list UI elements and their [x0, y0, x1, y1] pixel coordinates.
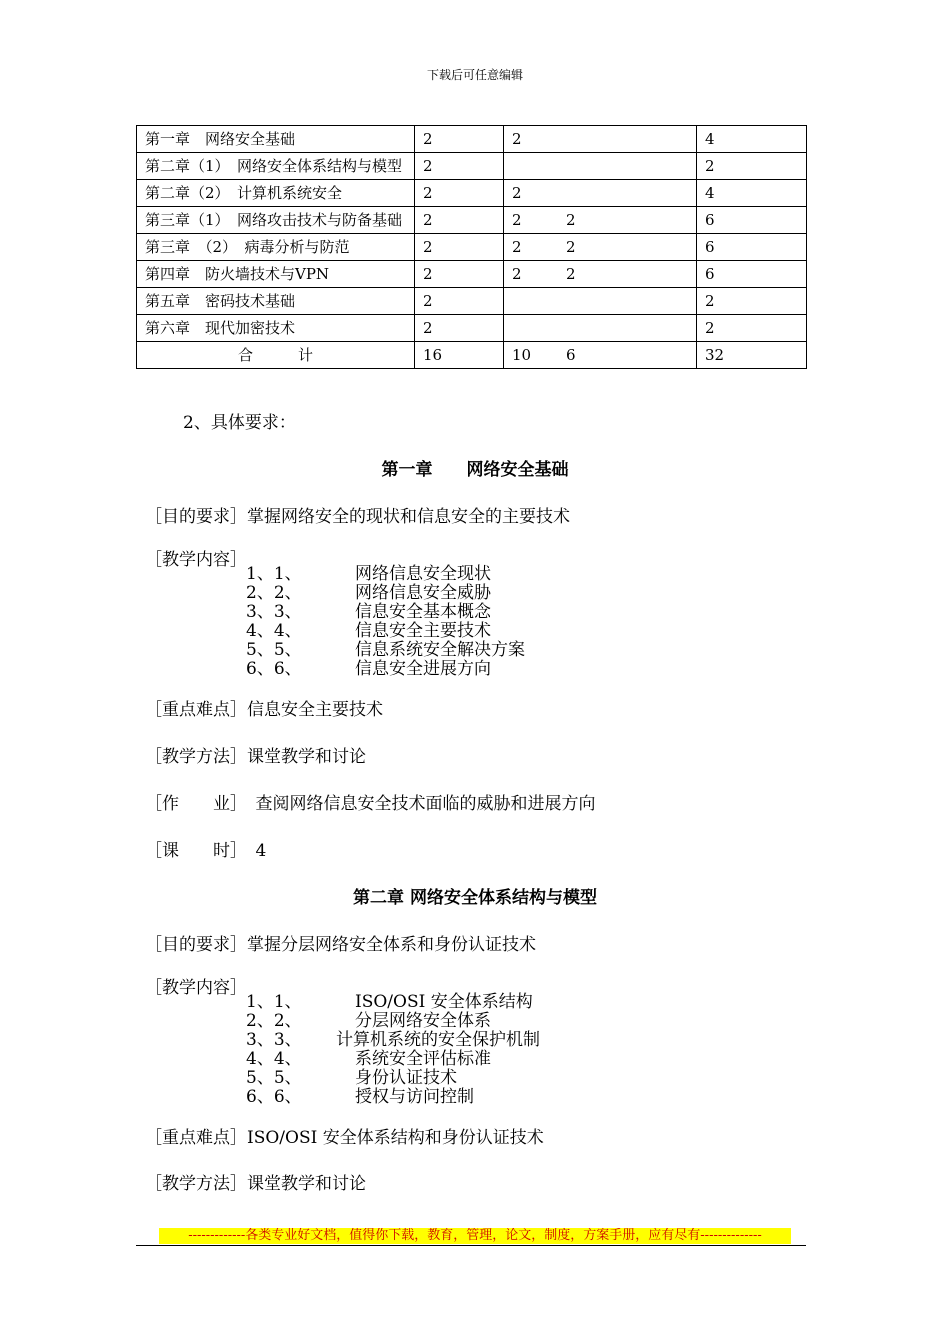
- ch1-goal: ［目的要求］掌握网络安全的现状和信息安全的主要技术: [145, 507, 570, 527]
- list-item: [246, 584, 646, 603]
- table-cell-bc: [504, 342, 697, 369]
- table-cell-a: 2: [415, 126, 504, 153]
- table-row: [137, 126, 807, 153]
- table-cell-bc: [504, 234, 697, 261]
- table-cell-d: 2: [697, 315, 807, 342]
- list-item: [246, 660, 646, 679]
- list-item-text: 计算机系统的安全保护机制: [336, 1030, 540, 1050]
- table-cell-chapter: 第四章 防火墙技术与VPN: [137, 261, 415, 288]
- list-item-text: 信息安全主要技术: [355, 621, 491, 641]
- list-item-text: 信息系统安全解决方案: [355, 640, 525, 660]
- table-cell-chapter: 第五章 密码技术基础: [137, 288, 415, 315]
- table-cell-a: 2: [415, 288, 504, 315]
- table-cell-chapter: 第二章（1） 网络安全体系结构与模型: [137, 153, 415, 180]
- list-item: [246, 622, 646, 641]
- table-row: [137, 261, 807, 288]
- intro-text: 2、具体要求：: [183, 413, 296, 433]
- table-cell-a: 2: [415, 315, 504, 342]
- table-cell-a: 2: [415, 207, 504, 234]
- list-item-number: 6、6、: [246, 659, 302, 679]
- table-cell-a: 16: [415, 342, 504, 369]
- list-item: [246, 1050, 646, 1069]
- table-cell-chapter: 第六章 现代加密技术: [137, 315, 415, 342]
- table-cell-d: 2: [697, 153, 807, 180]
- page-header: 下载后可任意编辑: [426, 68, 523, 82]
- ch1-hours: ［课 时］ 4: [145, 841, 267, 861]
- table-cell-chapter: 第一章 网络安全基础: [137, 126, 415, 153]
- chapter2-title: 第二章 网络安全体系结构与模型: [353, 888, 597, 908]
- table-cell-bc: [504, 153, 697, 180]
- list-item-text: 信息安全基本概念: [355, 602, 491, 622]
- schedule-table: [136, 125, 807, 369]
- table-cell-bc: [504, 315, 697, 342]
- list-item-number: 1、1、: [246, 992, 302, 1012]
- table-cell-b: 2: [512, 130, 522, 148]
- table-cell-c: 2: [566, 265, 576, 283]
- list-item: [246, 603, 646, 622]
- table-cell-c: 2: [566, 211, 576, 229]
- ch2-content-label: ［教学内容］: [145, 978, 247, 998]
- table-cell-bc: [504, 288, 697, 315]
- table-cell-a: 2: [415, 153, 504, 180]
- list-item: [246, 1012, 646, 1031]
- table-cell-bc: [504, 126, 697, 153]
- table-cell-a: 2: [415, 180, 504, 207]
- table-cell-d: 2: [697, 288, 807, 315]
- table-cell-b: 2: [512, 265, 522, 283]
- list-item-text: 身份认证技术: [355, 1068, 457, 1088]
- table-row: [137, 288, 807, 315]
- table-cell-b: 2: [512, 238, 522, 256]
- list-item: [246, 1069, 646, 1088]
- ch1-method: ［教学方法］课堂教学和讨论: [145, 747, 366, 767]
- list-item-number: 3、3、: [246, 1030, 302, 1050]
- list-item-text: 信息安全进展方向: [355, 659, 491, 679]
- table-cell-bc: [504, 261, 697, 288]
- table-row: [137, 153, 807, 180]
- list-item: [246, 993, 646, 1012]
- table-cell-d: 32: [697, 342, 807, 369]
- list-item-number: 2、2、: [246, 583, 302, 603]
- list-item-number: 4、4、: [246, 1049, 302, 1069]
- table-cell-a: 2: [415, 234, 504, 261]
- table-cell-chapter: 第二章（2） 计算机系统安全: [137, 180, 415, 207]
- ch1-homework: ［作 业］ 查阅网络信息安全技术面临的威胁和进展方向: [145, 794, 596, 814]
- table-row: [137, 342, 807, 369]
- list-item: [246, 641, 646, 660]
- list-item-number: 2、2、: [246, 1011, 302, 1031]
- table-cell-d: 4: [697, 180, 807, 207]
- list-item: [246, 565, 646, 584]
- table-row: [137, 180, 807, 207]
- ch2-method: ［教学方法］课堂教学和讨论: [145, 1174, 366, 1194]
- list-item-text: 系统安全评估标准: [355, 1049, 491, 1069]
- footer-rule: [136, 1245, 806, 1246]
- list-item-text: 授权与访问控制: [355, 1087, 474, 1107]
- ch2-key: ［重点难点］ISO/OSI 安全体系结构和身份认证技术: [145, 1128, 544, 1148]
- ch2-goal: ［目的要求］掌握分层网络安全体系和身份认证技术: [145, 935, 536, 955]
- table-cell-chapter: 第三章（1） 网络攻击技术与防备基础: [137, 207, 415, 234]
- list-item-text: 网络信息安全威胁: [355, 583, 491, 603]
- list-item-number: 5、5、: [246, 1068, 302, 1088]
- table-cell-d: 6: [697, 261, 807, 288]
- list-item: [246, 1088, 646, 1107]
- list-item-number: 6、6、: [246, 1087, 302, 1107]
- ch1-content-label: ［教学内容］: [145, 550, 247, 570]
- table-cell-chapter: 第三章 （2） 病毒分析与防范: [137, 234, 415, 261]
- table-row: [137, 207, 807, 234]
- table-cell-a: 2: [415, 261, 504, 288]
- table-cell-c: 2: [566, 238, 576, 256]
- ch1-key: ［重点难点］信息安全主要技术: [145, 700, 383, 720]
- table-row: [137, 315, 807, 342]
- list-item-text: ISO/OSI 安全体系结构: [355, 992, 533, 1012]
- table-cell-c: 6: [566, 346, 576, 364]
- table-cell-chapter: 合 计: [137, 342, 415, 369]
- table-cell-d: 4: [697, 126, 807, 153]
- table-cell-b: 2: [512, 184, 522, 202]
- list-item: [246, 1031, 646, 1050]
- table-cell-bc: [504, 207, 697, 234]
- list-item-number: 1、1、: [246, 564, 302, 584]
- list-item-text: 网络信息安全现状: [355, 564, 491, 584]
- table-cell-d: 6: [697, 234, 807, 261]
- list-item-number: 4、4、: [246, 621, 302, 641]
- table-cell-b: 10: [512, 346, 532, 364]
- footer-banner: -------------各类专业好文档，值得你下载，教育，管理，论文，制度，方案手册，应有尽有--------------: [159, 1228, 791, 1244]
- list-item-text: 分层网络安全体系: [355, 1011, 491, 1031]
- table-cell-b: 2: [512, 211, 522, 229]
- table-cell-bc: [504, 180, 697, 207]
- list-item-number: 3、3、: [246, 602, 302, 622]
- table-row: [137, 234, 807, 261]
- chapter1-title: 第一章 网络安全基础: [381, 460, 569, 480]
- table-cell-d: 6: [697, 207, 807, 234]
- list-item-number: 5、5、: [246, 640, 302, 660]
